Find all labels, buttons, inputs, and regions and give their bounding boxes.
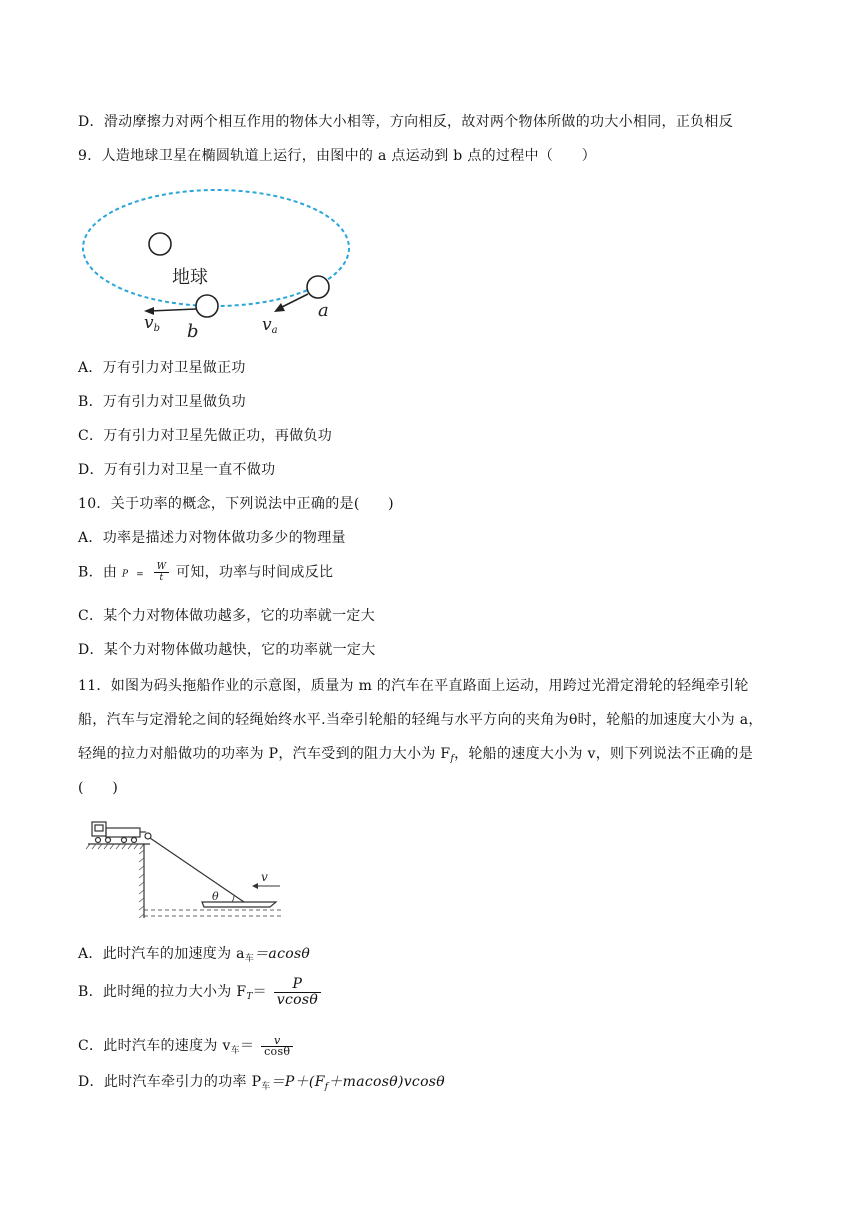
point-b-label: b bbox=[187, 321, 199, 342]
q11-option-a: A．此时汽车的加速度为 $a_车=acos\theta$ bbox=[78, 946, 311, 964]
orbit-figure bbox=[80, 188, 370, 348]
q10-option-d: D．某个力对物体做功越快，它的功率就一定大 bbox=[78, 642, 376, 658]
q10-option-b: B．由 P = $\frac{W}{t}$ 可知，功率与时间成反比 bbox=[78, 562, 334, 583]
q11-option-d: D．此时汽车牵引力的功率 $P_车=P+(F_f+macos\theta)vcos\theta$ bbox=[78, 1074, 446, 1092]
velocity-b-arrow bbox=[150, 309, 196, 311]
q11-stem-line2: 船，汽车与定滑轮之间的轻绳始终水平.当牵引轮船的轻绳与水平方向的夹角为θ时，轮船的加速度大小为 a， bbox=[78, 712, 763, 728]
slanted-rope bbox=[150, 838, 244, 902]
q11-stem-line1: 11．如图为码头拖船作业的示意图，质量为 m 的汽车在平直路面上运动，用跨过光滑定滑轮的轻绳牵引轮 bbox=[78, 678, 749, 694]
q9-option-a: A．万有引力对卫星做正功 bbox=[78, 360, 246, 376]
road-hatching bbox=[86, 844, 144, 849]
satellite-b bbox=[196, 295, 218, 317]
boat-v-label: v bbox=[261, 870, 268, 884]
q11-stem-line4: ( ) bbox=[78, 780, 119, 796]
satellite-a bbox=[307, 276, 329, 298]
q9-option-c: C．万有引力对卫星先做正功，再做负功 bbox=[78, 428, 333, 444]
q11-stem-line3: 轻绳的拉力对船做功的功率为 P，汽车受到的阻力大小为 $F_f$，轮船的速度大小为 v，则下列说法不正确的是 bbox=[78, 746, 754, 764]
angle-arc bbox=[232, 895, 234, 902]
q9-stem: 9．人造地球卫星在椭圆轨道上运行，由图中的 a 点运动到 b 点的过程中（ ） bbox=[78, 148, 597, 164]
va-label: va bbox=[262, 315, 278, 336]
tension-fraction: $\frac{P}{vcos\theta}$ bbox=[274, 977, 321, 1008]
power-formula-fraction: $\frac{W}{t}$ bbox=[154, 562, 170, 583]
boat-velocity-arrowhead bbox=[252, 883, 258, 889]
q11-option-c: C．此时汽车的速度为 $v_车=$ $\frac{v}{\cos\theta}$ bbox=[78, 1026, 295, 1071]
q9-option-d: D．万有引力对卫星一直不做功 bbox=[78, 462, 276, 478]
velocity-a-arrowhead bbox=[274, 303, 285, 312]
velocity-a-arrow bbox=[280, 294, 308, 308]
q11-option-b: B．此时绳的拉力大小为 $F_T=$ $\frac{P}{vcos\theta}$ bbox=[78, 972, 323, 1017]
q10-option-a: A．功率是描述力对物体做功多少的物理量 bbox=[78, 530, 346, 546]
point-a-label: a bbox=[318, 300, 329, 321]
car-icon bbox=[92, 822, 140, 843]
car-velocity-fraction: $\frac{v}{\cos\theta}$ bbox=[261, 1036, 293, 1057]
wall-hatching bbox=[139, 850, 144, 918]
q9-option-b: B．万有引力对卫星做负功 bbox=[78, 394, 246, 410]
tugboat-figure bbox=[84, 818, 294, 922]
q8-option-d: D．滑动摩擦力对两个相互作用的物体大小相等，方向相反，故对两个物体所做的功大小相同，正负相反 bbox=[78, 114, 734, 130]
q10-option-c: C．某个力对物体做功越多，它的功率就一定大 bbox=[78, 608, 376, 624]
theta-label: θ bbox=[212, 890, 219, 903]
earth-label: 地球 bbox=[172, 267, 208, 287]
q10-stem: 10．关于功率的概念，下列说法中正确的是( ) bbox=[78, 496, 394, 512]
vb-label: vb bbox=[144, 313, 161, 334]
earth-circle bbox=[149, 233, 171, 255]
